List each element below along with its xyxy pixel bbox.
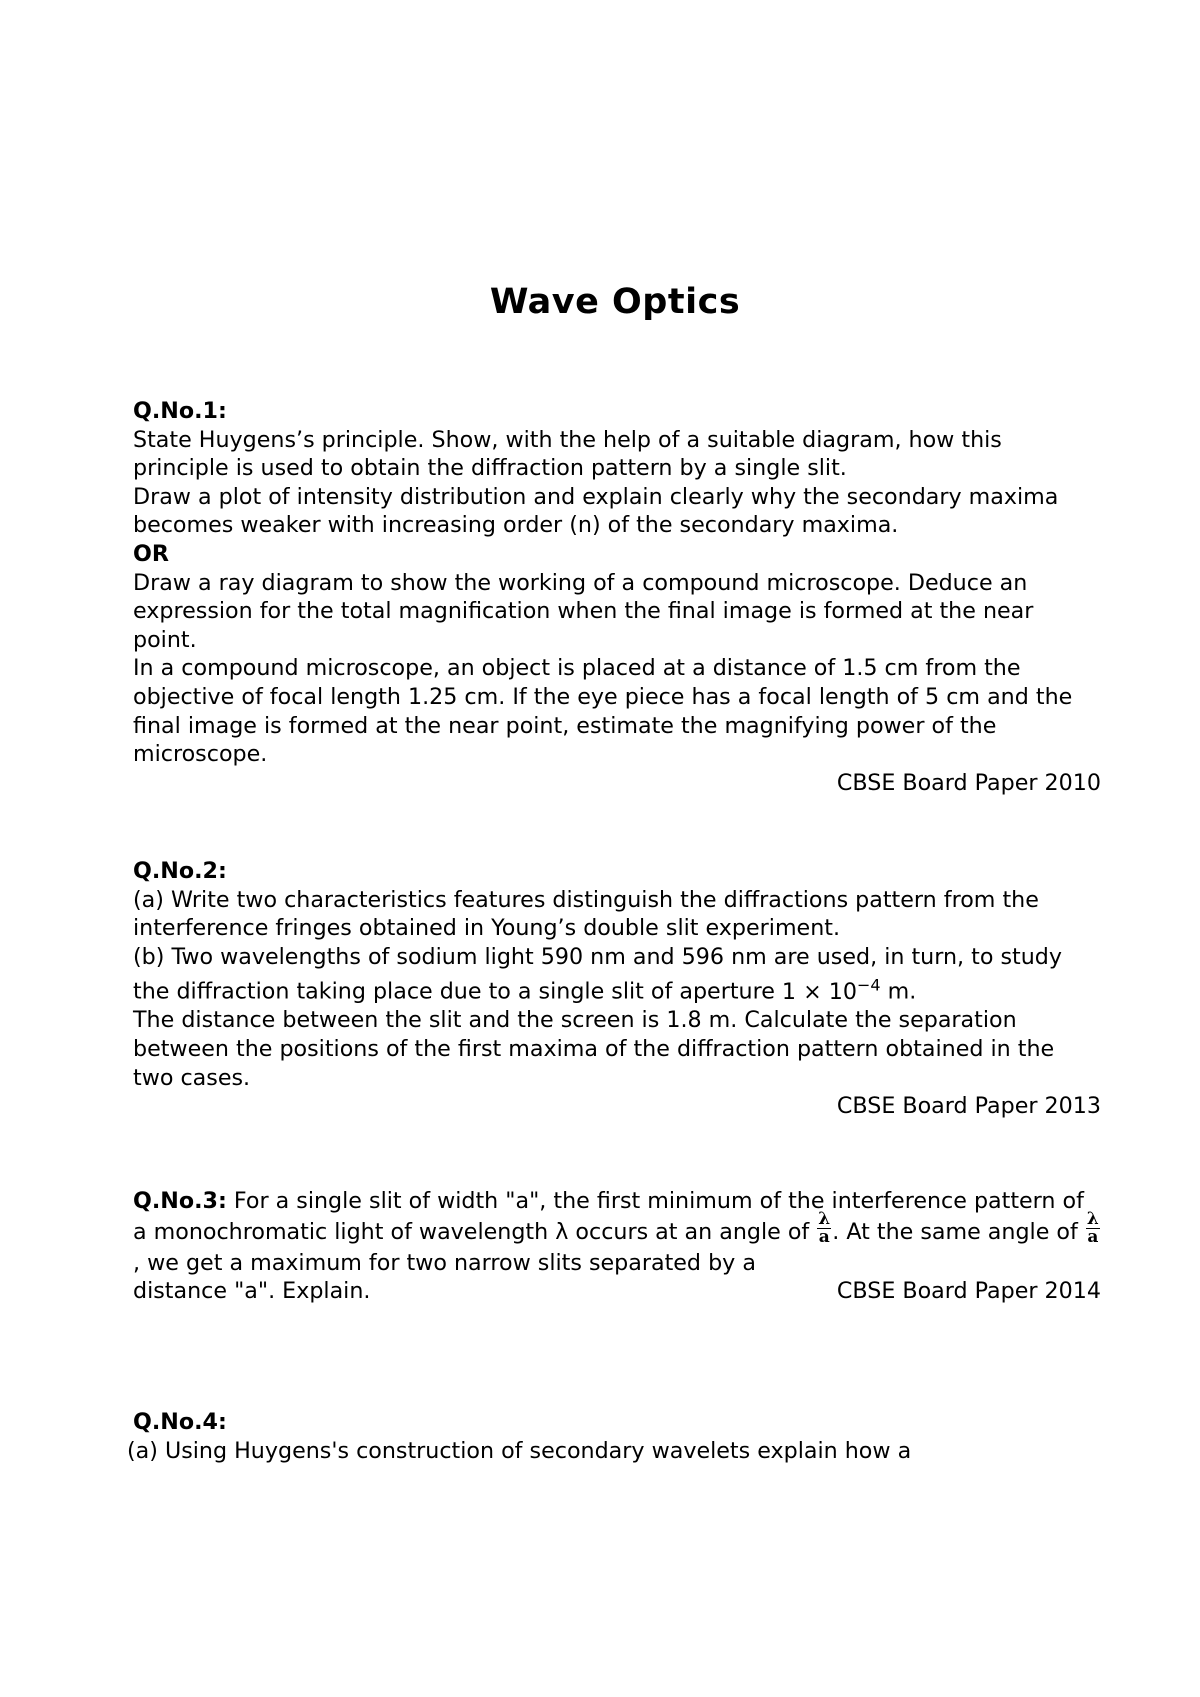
sci-exponent: −4 — [856, 975, 881, 995]
fraction-lambda-over-a — [817, 1208, 831, 1247]
question-part-a: (a) Using Huygens's construction of secondary wavelets explain how a — [127, 1437, 912, 1464]
question-text: In a compound microscope, an object is placed at a distance of 1.5 cm from the objective of focal length 1.25 cm. If the eye piece has a focal length of 5 cm and the final image is formed at the near point, estimate the magnifying power of the microscope. — [133, 655, 1073, 768]
fraction-numerator: λ — [1086, 1208, 1099, 1229]
question-part-b — [133, 943, 1101, 1007]
question-text: State Huygens’s principle. Show, with the help of a suitable diagram, how this principle is used to obtain the diffraction pattern by a single slit. — [133, 426, 1002, 482]
question-last-line — [133, 1277, 1101, 1306]
question-text: (b) Two wavelengths of sodium light 590 nm and 596 nm are used, in turn, to study the diffraction taking place due to a single slit of aperture — [133, 943, 1062, 1005]
question-text: . At the same angle of — [832, 1218, 1085, 1245]
source-citation: CBSE Board Paper 2014 — [836, 1278, 1101, 1305]
unit-text: m. — [880, 978, 917, 1005]
fraction-denominator: a — [818, 1226, 830, 1247]
question-2 — [133, 857, 1101, 1121]
question-text: Draw a plot of intensity distribution and explain clearly why the secondary maxima becomes weaker with increasing order (n) of the secondary maxima. — [133, 483, 1059, 539]
question-3 — [133, 1187, 1101, 1306]
question-body — [133, 1187, 1101, 1277]
question-label: Q.No.4: — [133, 1409, 227, 1435]
question-label: Q.No.1: — [133, 398, 227, 424]
question-text: , we get a maximum for two narrow slits separated by a — [133, 1249, 756, 1276]
fraction-denominator: a — [1087, 1226, 1099, 1247]
question-part-a: (a) Write two characteristics features distinguish the diffractions pattern from the interference fringes obtained in Young’s double slit experiment. — [133, 886, 1039, 942]
fraction-lambda-over-a — [1086, 1208, 1100, 1247]
source-citation: CBSE Board Paper 2013 — [836, 1093, 1101, 1120]
question-label: Q.No.3: — [133, 1188, 227, 1214]
sci-base: 1 × 10 — [781, 978, 857, 1005]
question-text: The distance between the slit and the screen is 1.8 m. Calculate the separation between the positions of the first maxima of the diffraction pattern obtained in the two cases. — [133, 1007, 1055, 1091]
scientific-notation — [781, 975, 881, 1005]
question-label: Q.No.2: — [133, 858, 227, 884]
source-citation: CBSE Board Paper 2010 — [836, 769, 1101, 796]
question-1 — [133, 397, 1101, 797]
question-text: distance "a". Explain. — [133, 1278, 371, 1305]
or-separator: OR — [133, 540, 169, 567]
question-text: Draw a ray diagram to show the working of a compound microscope. Deduce an expression for the total magnification when the final image is formed at the near point. — [133, 569, 1034, 653]
question-4 — [127, 1408, 1101, 1465]
question-text: For a single slit of width "a", the first minimum of the interference pattern of a monochromatic light of wavelength λ occurs at an angle of — [133, 1188, 1084, 1245]
page-title: Wave Optics — [489, 282, 741, 322]
fraction-numerator: λ — [818, 1208, 831, 1229]
